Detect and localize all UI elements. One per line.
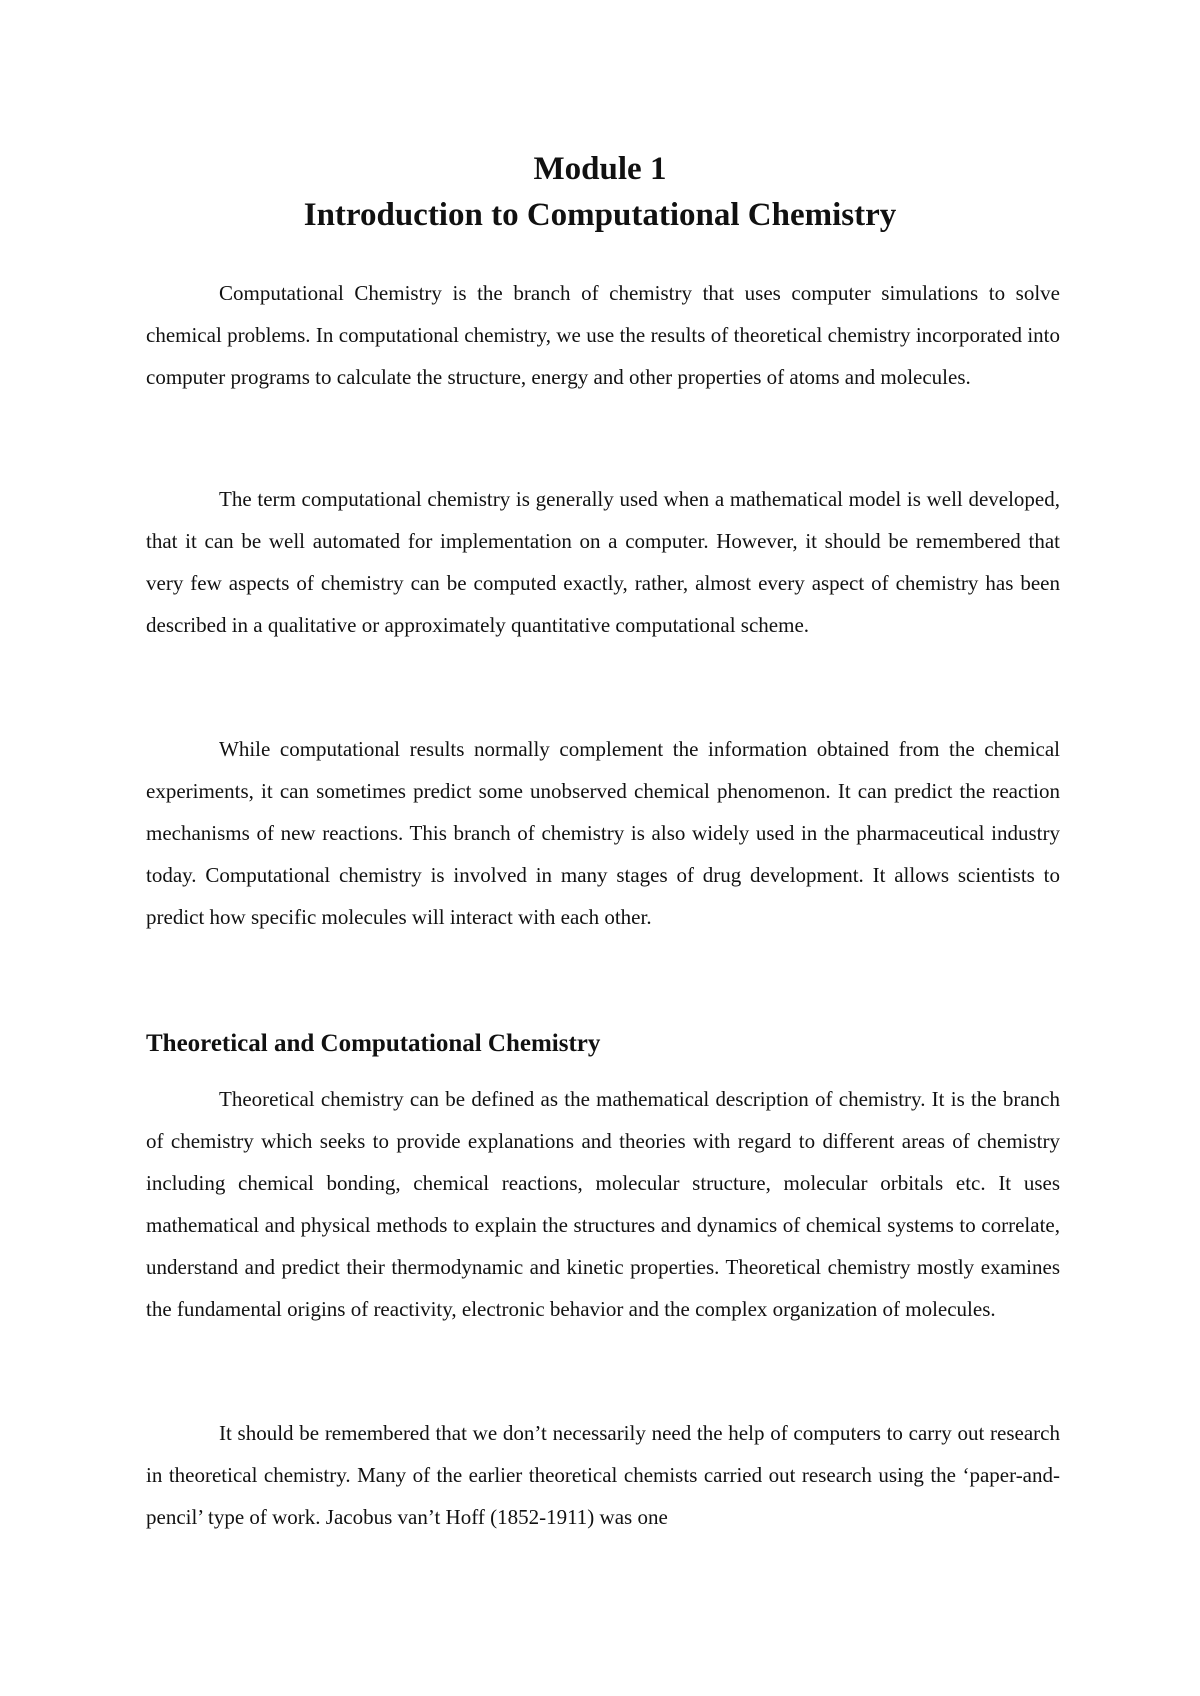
page-title: Introduction to Computational Chemistry (303, 197, 897, 233)
paragraph-theoretical: Theoretical chemistry can be defined as the mathematical description of chemistry. It is the branch of chemistry which seeks to provide explanations and theories with regard to different areas of chemistry including chemical bonding, chemical reactions, molecular structure, molecular orbitals etc. It uses mathematical and physical methods to explain the structures and dynamics of chemical systems to correlate, understand and predict their thermodynamic and kinetic properties. Theoretical chemistry mostly examines the fundamental origins of reactivity, electronic behavior and the complex organization of molecules. (146, 1087, 1060, 1321)
section-heading: Theoretical and Computational Chemistry (146, 1030, 601, 1057)
title-block (0, 146, 1200, 238)
paragraph-term: The term computational chemistry is generally used when a mathematical model is well developed, that it can be well automated for implementation on a computer. However, it should be remembered that very few aspects of chemistry can be computed exactly, rather, almost every aspect of chemistry has been described in a qualitative or approximately quantitative computational scheme. (146, 487, 1060, 637)
paragraph-intro: Computational Chemistry is the branch of chemistry that uses computer simulations to solve chemical problems. In computational chemistry, we use the results of theoretical chemistry incorporated into computer programs to calculate the structure, energy and other properties of atoms and molecules. (146, 281, 1060, 389)
paragraph-history: It should be remembered that we don’t necessarily need the help of computers to carry out research in theoretical chemistry. Many of the earlier theoretical chemists carried out research using the ‘paper-and-pencil’ type of work. Jacobus van’t Hoff (1852-1911) was one (146, 1421, 1060, 1529)
paragraph-results: While computational results normally complement the information obtained from the chemical experiments, it can sometimes predict some unobserved chemical phenomenon. It can predict the reaction mechanisms of new reactions. This branch of chemistry is also widely used in the pharmaceutical industry today. Computational chemistry is involved in many stages of drug development. It allows scientists to predict how specific molecules will interact with each other. (146, 737, 1060, 929)
module-label: Module 1 (533, 151, 667, 187)
